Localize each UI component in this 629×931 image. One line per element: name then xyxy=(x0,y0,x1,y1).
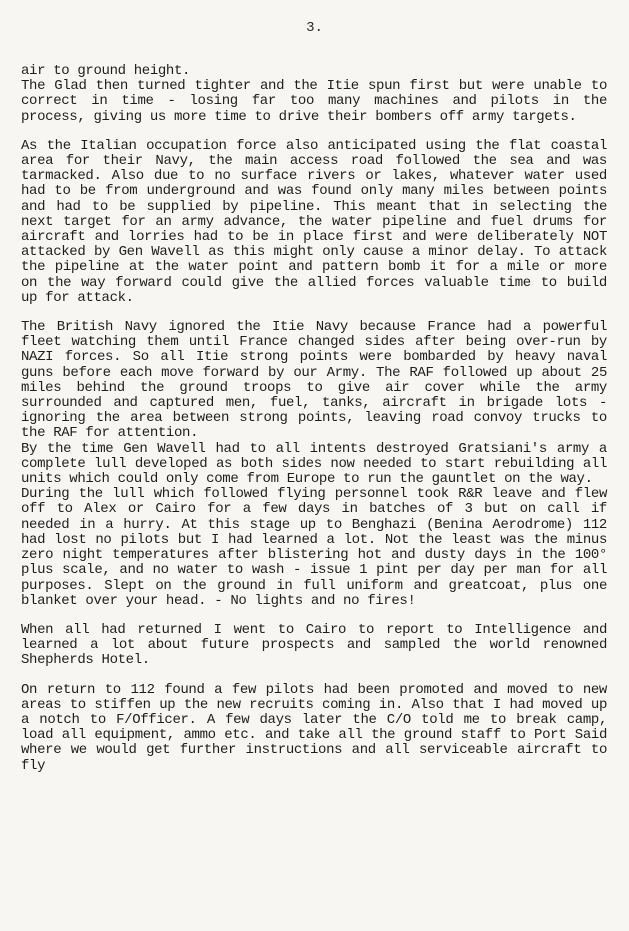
paragraph-gap xyxy=(21,669,607,683)
document-body xyxy=(21,64,607,774)
paragraph-gen-wavell: By the time Gen Wavell had to all intents destroyed Gratsiani's army a complete lull developed as both sides now needed to start rebuilding all units which could only come from Europe to run the gauntlet on the way. xyxy=(21,440,607,488)
paragraph-glad-turn: The Glad then turned tighter and the Itie spun first but were unable to correct in time - losing far too many machines and pilots in the process, giving us more time to drive their bombers off army targets. xyxy=(21,78,607,125)
paragraph-coastal-road: As the Italian occupation force also anticipated using the flat coastal area for their Navy, the main access road followed the sea and was tarmacked. Also due to no surface rivers or lakes, whatever water used had to be from underground and was found only many miles between points and had to be supplied by pipeline. This meant that in selecting the next target for an army advance, the water pipeline and fuel drums for aircraft and lorries had to be in place first and were deliberately NOT attacked by Gen Wavell as this might only cause a minor delay. To attack the pipeline at the water point and pattern bomb it for a mile or more on the way forward could give the allied forces valuable time to build up for attack. xyxy=(21,137,607,306)
paragraph-gap xyxy=(21,609,607,623)
paragraph-continuation: air to ground height. xyxy=(21,63,191,79)
paragraph-return-112: On return to 112 found a few pilots had been promoted and moved to new areas to stiffen up the new recruits coming in. Also that I had moved up a notch to F/Officer. A few days later the C/O told me to break camp, load all equipment, ammo etc. and take all the ground staff to Port Said where we would get further instructions and all serviceable aircraft to fly xyxy=(21,681,607,774)
paragraph-gap xyxy=(21,306,607,320)
page-number: 3. xyxy=(306,20,323,36)
paragraph-lull: During the lull which followed flying personnel took R&R leave and flew off to Alex or Cairo for a few days in batches of 3 but on call if needed in a hurry. At this stage up to Benghazi (Benina Aerodrome) 112 had lost no pilots but I had learned a lot. Not the least was the minus zero night temperatures after blistering hot and dusty days in the 100° plus scale, and no water to wash - issue 1 pint per day per man for all purposes. Slept on the ground in full uniform and greatcoat, plus one blanket over your head. - No lights and no fires! xyxy=(21,486,607,609)
paragraph-gap xyxy=(21,125,607,139)
paragraph-cairo: When all had returned I went to Cairo to report to Intelligence and learned a lot about future prospects and sampled the world renowned Shepherds Hotel. xyxy=(21,621,607,669)
paragraph-british-navy: The British Navy ignored the Itie Navy because France had a powerful fleet watching them until France changed sides after being over-run by NAZI forces. So all Itie strong points were bombarded by heavy naval guns before each move forward by our Army. The RAF followed up about 25 miles behind the ground troops to give air cover while the army surrounded and captured men, fuel, tanks, aircraft in brigade lots - ignoring the area between strong points, leaving road convoy trucks to the RAF for attention. xyxy=(21,319,607,442)
